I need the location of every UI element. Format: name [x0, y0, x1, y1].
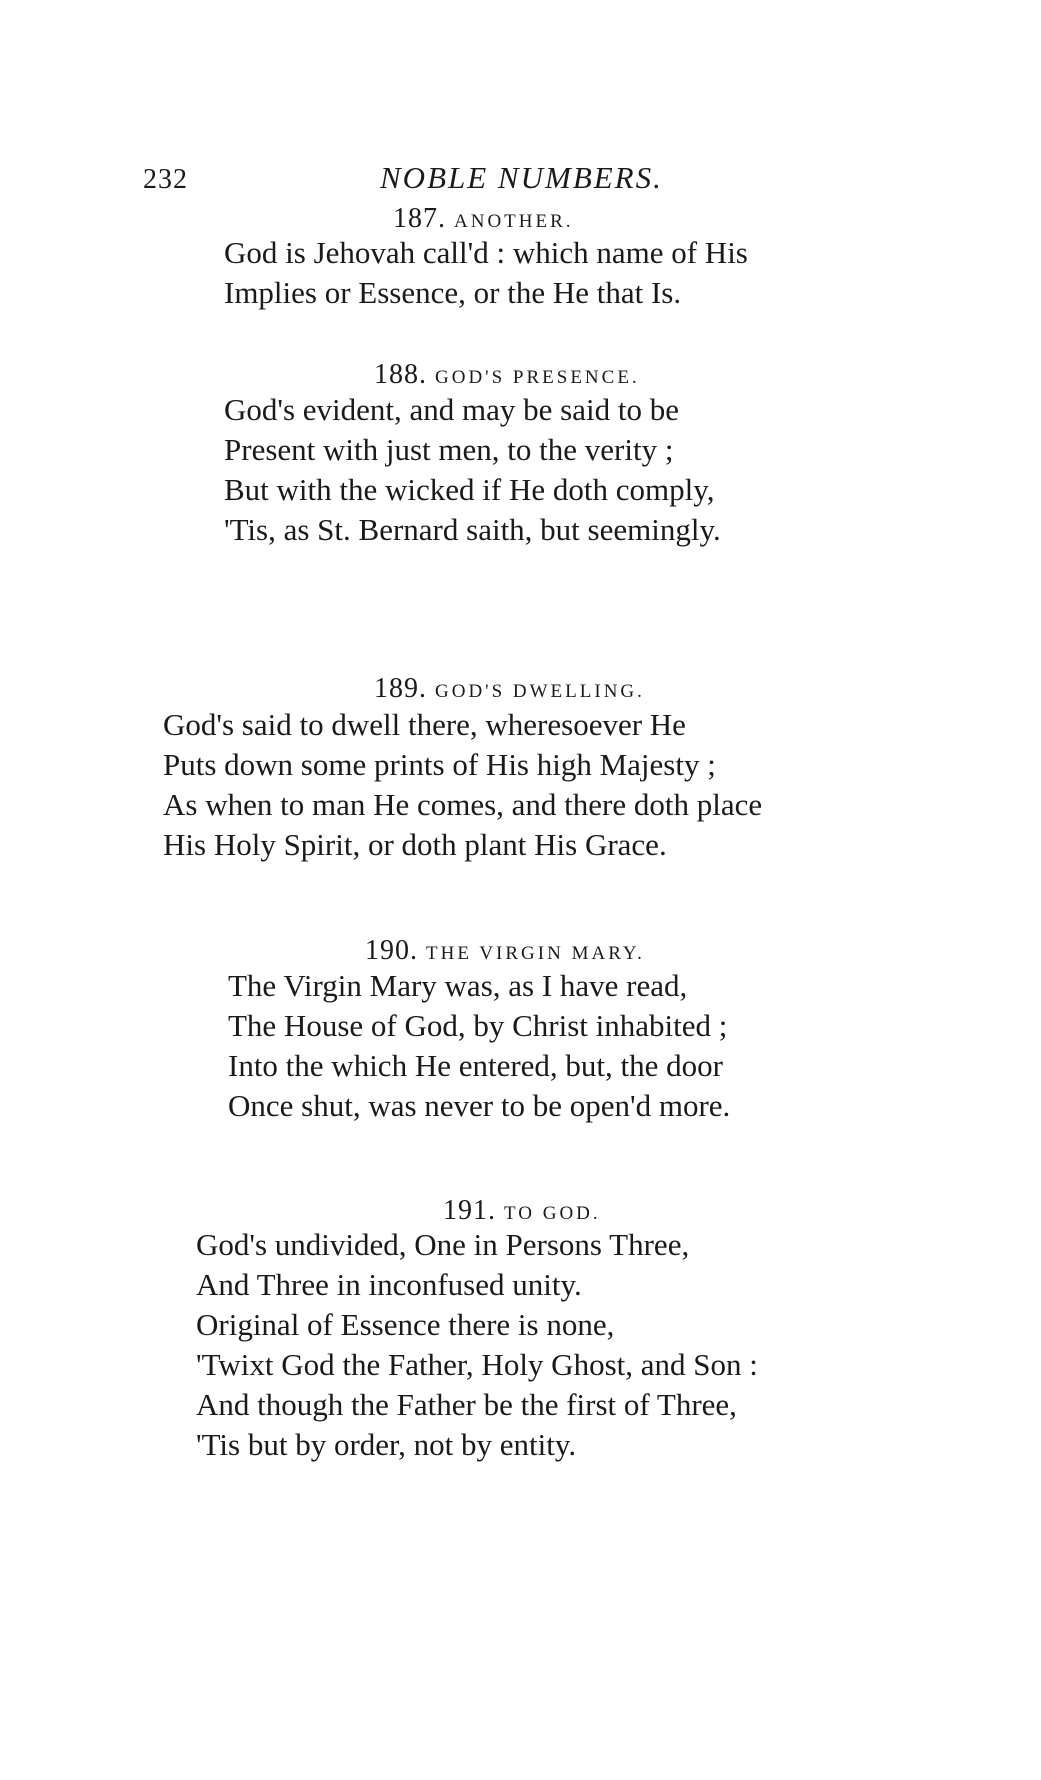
poem-line: God's said to dwell there, wheresoever He: [163, 707, 686, 742]
poem-line: Once shut, was never to be open'd more.: [228, 1088, 731, 1123]
poem-heading: [365, 935, 645, 967]
poem-heading: [374, 359, 640, 391]
poem-line: Present with just men, to the verity ;: [224, 432, 674, 467]
poem-number: 187.: [393, 203, 446, 234]
poem-line: 'Tis but by order, not by entity.: [196, 1427, 577, 1462]
poem-line: But with the wicked if He doth comply,: [224, 472, 715, 507]
poem-line: His Holy Spirit, or doth plant His Grace.: [163, 827, 667, 862]
poem-line: As when to man He comes, and there doth place: [163, 787, 763, 822]
poem-title: THE VIRGIN MARY.: [426, 943, 645, 964]
poem-number: 188.: [374, 359, 427, 390]
poem-title: GOD'S PRESENCE.: [435, 367, 640, 388]
poem-heading: [393, 203, 574, 235]
running-head: [0, 160, 1041, 200]
poem-line: The House of God, by Christ inhabited ;: [228, 1008, 728, 1043]
poem-line: The Virgin Mary was, as I have read,: [228, 968, 688, 1003]
poem-line: And Three in inconfused unity.: [196, 1267, 582, 1302]
poem-heading: [443, 1195, 601, 1227]
poem-line: Implies or Essence, or the He that Is.: [224, 275, 682, 310]
poem-heading: [374, 673, 645, 705]
poem-line: God's evident, and may be said to be: [224, 392, 679, 427]
poem-number: 190.: [365, 935, 418, 966]
poem-number: 191.: [443, 1195, 496, 1226]
poem-line: God is Jehovah call'd : which name of His: [224, 235, 748, 270]
poem-line: Into the which He entered, but, the door: [228, 1048, 723, 1083]
poem-line: God's undivided, One in Persons Three,: [196, 1227, 690, 1262]
poem-line: Original of Essence there is none,: [196, 1307, 615, 1342]
poem-line: 'Twixt God the Father, Holy Ghost, and Son :: [196, 1347, 758, 1382]
poem-line: Puts down some prints of His high Majesty ;: [163, 747, 716, 782]
poem-line: And though the Father be the first of Three,: [196, 1387, 737, 1422]
poem-line: 'Tis, as St. Bernard saith, but seemingly.: [224, 512, 721, 547]
poem-number: 189.: [374, 673, 427, 704]
page-number: 232: [143, 164, 188, 195]
running-title: NOBLE NUMBERS.: [380, 160, 663, 195]
poem-title: GOD'S DWELLING.: [435, 681, 645, 702]
poem-title: ANOTHER.: [454, 211, 574, 232]
poem-title: TO GOD.: [504, 1203, 601, 1224]
